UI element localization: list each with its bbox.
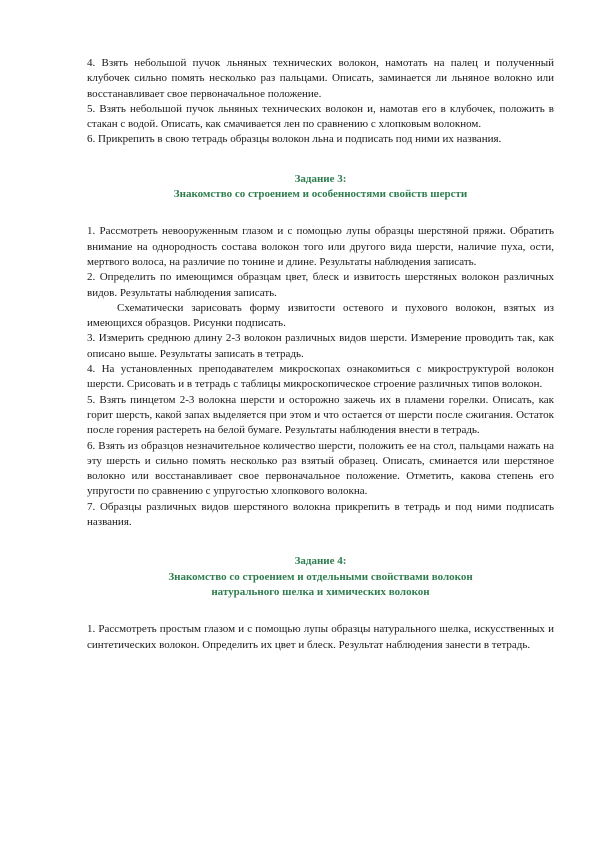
task3-paragraph-1: 1. Рассмотреть невооруженным глазом и с помощью лупы образцы шерстяной пряжи. Обратить внимание на однородность состава волокон того или другого вида шерсти, наличие пуха, ости, мертвого волоса, на различие по тонине и длине. Результаты наблюдения записать. <box>87 225 554 268</box>
task3-paragraph-2b: Схематически зарисовать форму извитости остевого и пухового волокон, взятых из имеющихся образцов. Рисунки подписать. <box>87 301 554 330</box>
paragraph-top-4: 4. Взять небольшой пучок льняных технических волокон, намотать на палец и полученный клубочек сильно помять несколько раз пальцами. Описать, заминается ли льняное волокно или восстанавливает свое первоначальное положение. <box>87 57 554 100</box>
task3-paragraph-6: 6. Взять из образцов незначительное количество шерсти, положить ее на стол, пальцами нажать на эту шерсть и сильно помять несколько раз взятый образец. Описать, сминается или шерстяное волокно или восстанавливает свое первоначальное положение. Отметить, какова степень его упругости по сравнению с упругостью хлопкового волокна. <box>87 439 554 498</box>
task3-paragraph-3: 3. Измерить среднюю длину 2-3 волокон различных видов шерсти. Измерение проводить так, как описано выше. Результаты записать в тетрадь. <box>87 332 554 360</box>
task3-paragraph-2: 2. Определить по имеющимся образцам цвет, блеск и извитость шерстяных волокон различных видов. Результаты наблюдения записать. <box>87 271 554 299</box>
document-page <box>87 56 554 653</box>
paragraph-top-5: 5. Взять небольшой пучок льняных технических волокон и, намотав его в клубочек, положить в стакан с водой. Описать, как смачивается лен по сравнению с хлопковым волокном. <box>87 102 554 131</box>
task3-paragraph-4: 4. На установленных преподавателем микроскопах ознакомиться с микроструктурой волокон шерсти. Срисовать и в тетрадь с таблицы микроскопическое строение различных типов волокон. <box>87 363 554 391</box>
task3-subtitle: Знакомство со строением и особенностями свойств шерсти <box>173 188 468 201</box>
task3-paragraph-7: 7. Образцы различных видов шерстяного волокна прикрепить в тетрадь и под ними подписать названия. <box>87 500 554 529</box>
task4-paragraph-1: 1. Рассмотреть простым глазом и с помощью лупы образцы натурального шелка, искусственных и синтетических волокон. Определить их цвет и блеск. Результат наблюдения занести в тетрадь. <box>87 623 554 651</box>
paragraph-top-6: 6. Прикрепить в свою тетрадь образцы волокон льна и подписать под ними их названия. <box>87 133 502 146</box>
task4-subtitle: Знакомство со строением и отдельными свойствами волокон натурального шелка и химических волокон <box>168 570 473 598</box>
task3-title: Задание 3: <box>294 172 347 185</box>
task3-paragraph-5: 5. Взять пинцетом 2-3 волокна шерсти и осторожно зажечь их в пламени горелки. Описать, как горит шерсть, какой запах выделяется при этом и что остается от шерсти после сжигания. Остаток после горения растереть на белой бумаге. Результаты наблюдения внести в тетрадь. <box>87 393 554 437</box>
task4-title: Задание 4: <box>294 555 347 568</box>
